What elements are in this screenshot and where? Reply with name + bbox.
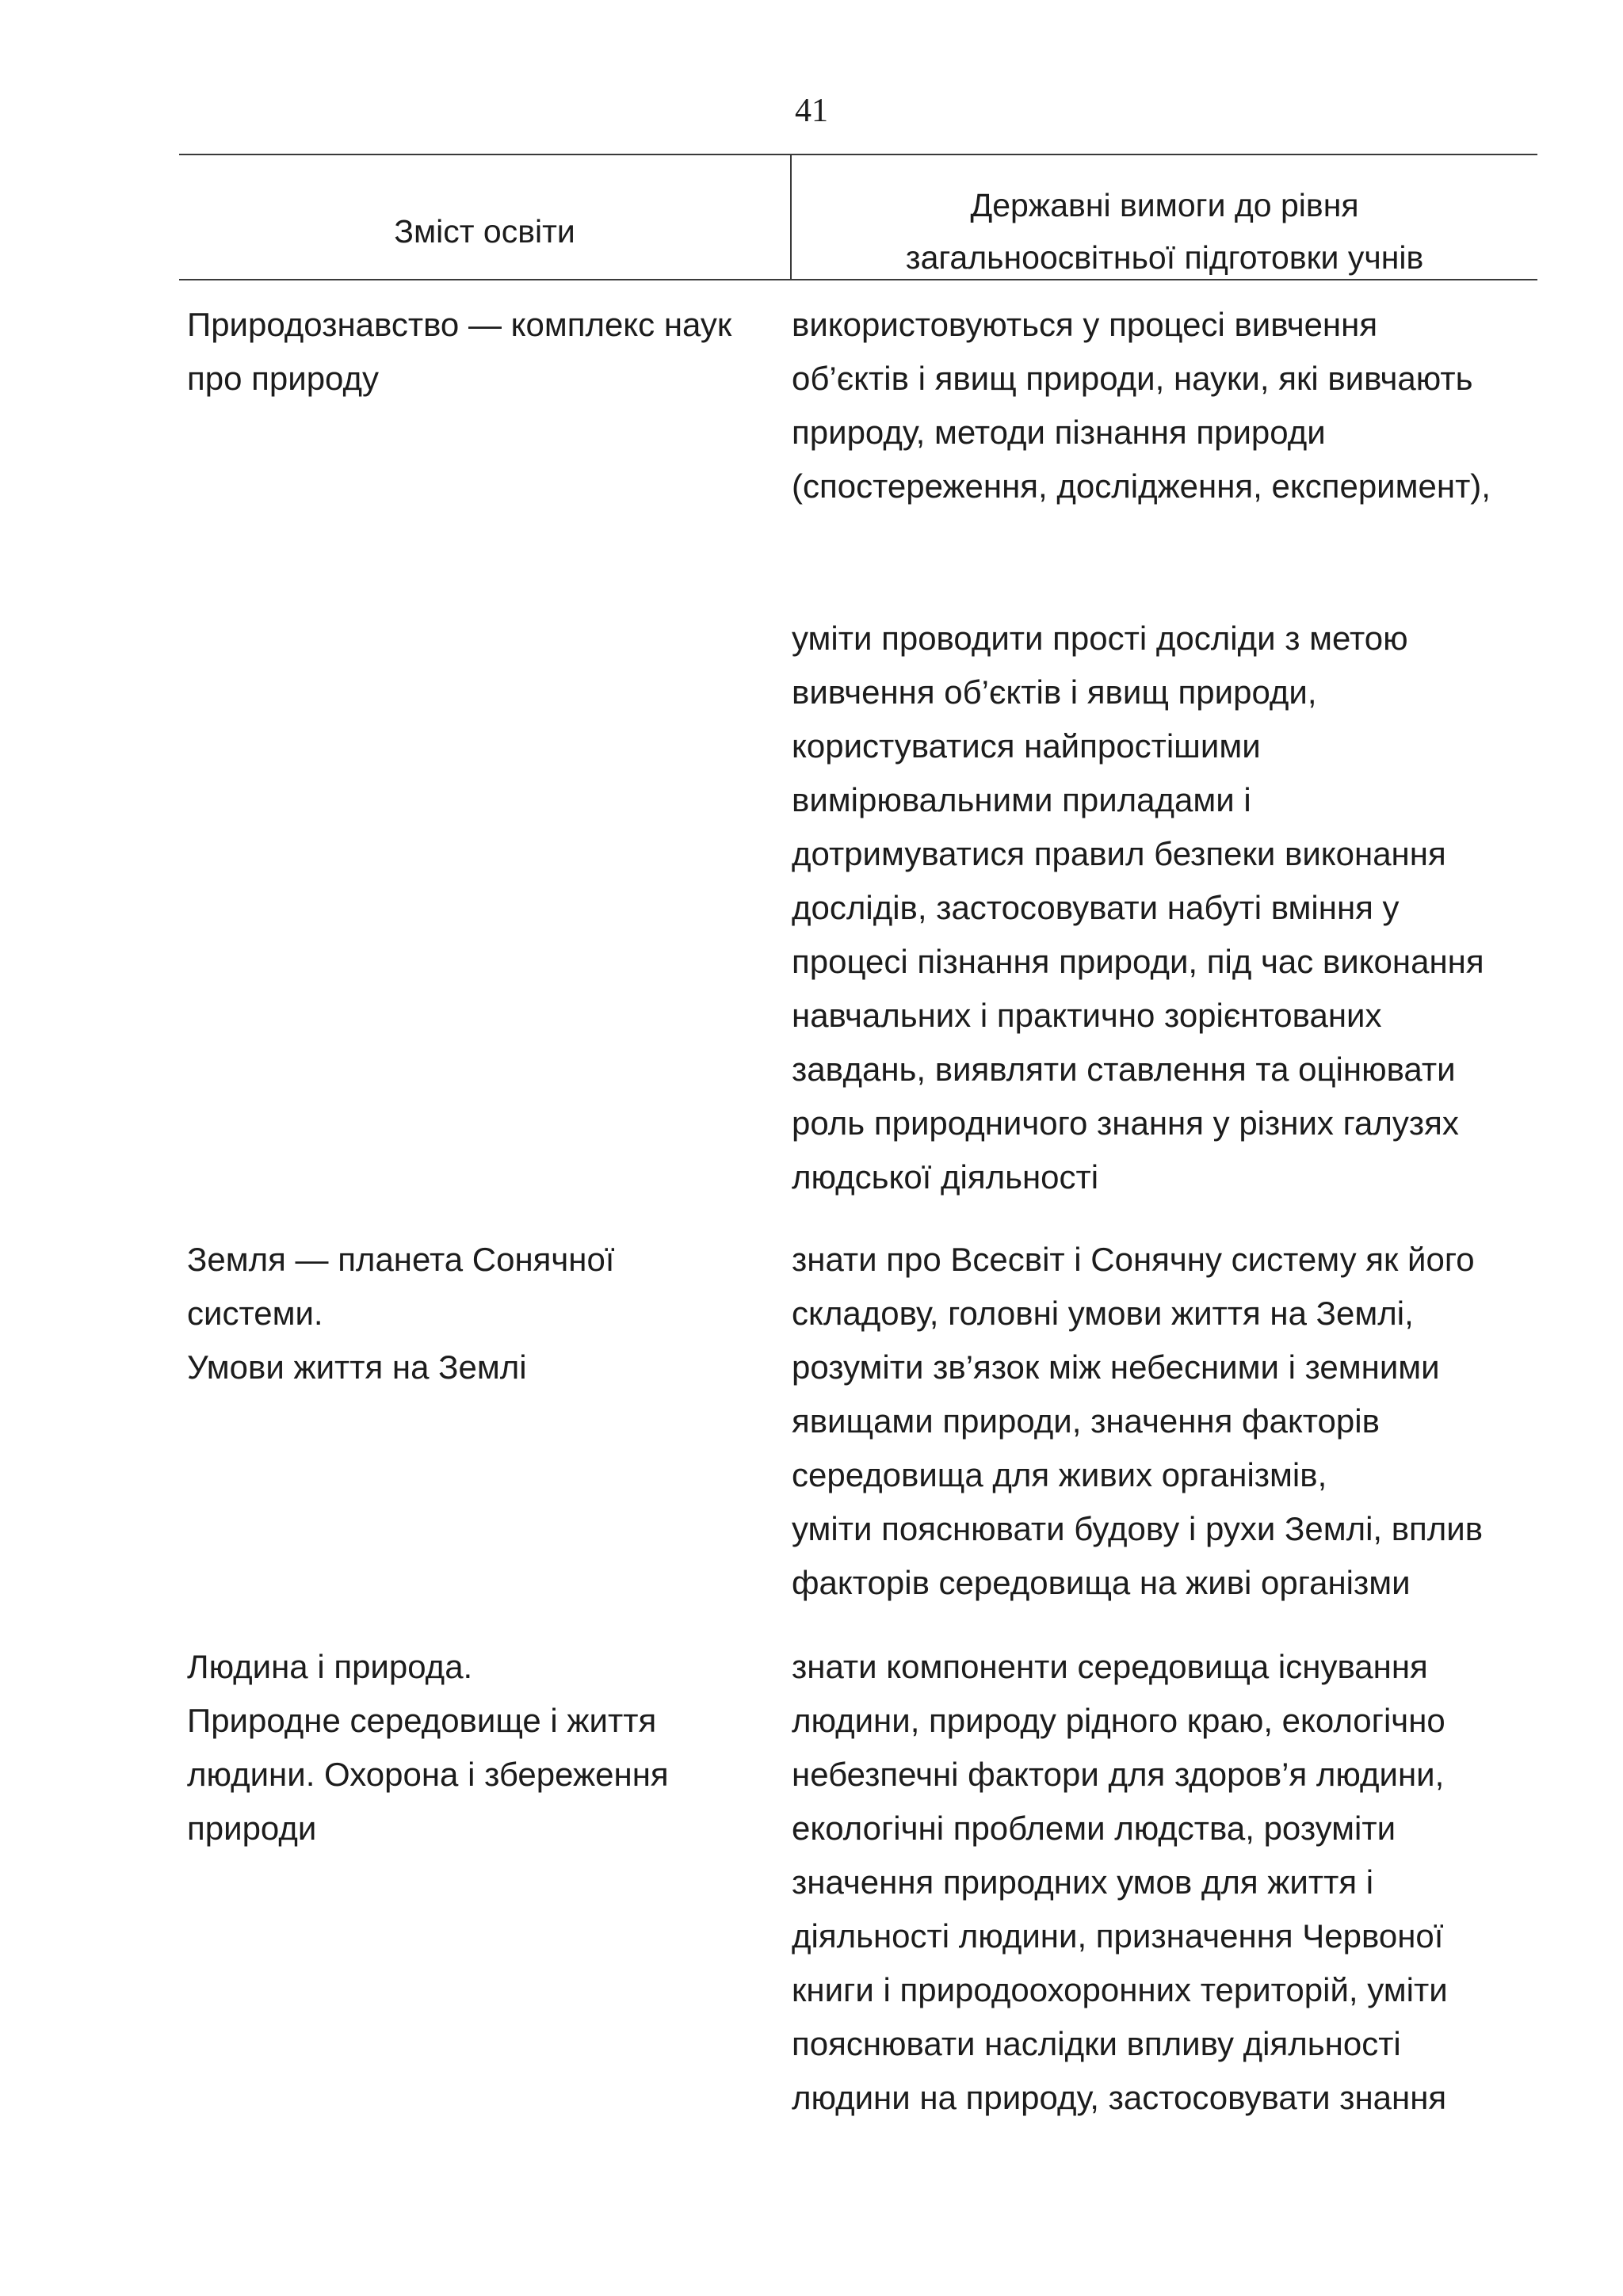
- cell-line: вимірювальними приладами і: [792, 781, 1251, 818]
- row-2-requirements-cell: [792, 1233, 1537, 1610]
- row-3-requirements-cell: [792, 1640, 1537, 2125]
- cell-line: дослідів, застосовувати набуті вміння у: [792, 889, 1400, 926]
- cell-line: знати про Всесвіт і Сонячну систему як його: [792, 1241, 1475, 1278]
- cell-line: Природне середовище і життя: [187, 1702, 657, 1739]
- cell-line: знати компоненти середовища існування: [792, 1648, 1428, 1685]
- cell-line: процесі пізнання природи, під час виконання: [792, 943, 1484, 980]
- cell-line: Людина і природа.: [187, 1648, 473, 1685]
- cell-line: розуміти зв’язок між небесними і земними: [792, 1348, 1440, 1386]
- row-2-content-cell: [187, 1233, 773, 1394]
- cell-line: небезпечні фактори для здоров’я людини,: [792, 1756, 1445, 1793]
- cell-line: складову, головні умови життя на Землі,: [792, 1295, 1414, 1332]
- cell-line: роль природничого знання у різних галузях: [792, 1104, 1459, 1142]
- cell-line: значення природних умов для життя і: [792, 1863, 1374, 1901]
- cell-line: Умови життя на Землі: [187, 1348, 527, 1386]
- cell-line: уміти проводити прості досліди з метою: [792, 620, 1408, 657]
- cell-line: природи: [187, 1810, 317, 1847]
- cell-line: людської діяльності: [792, 1158, 1099, 1196]
- cell-line: завдань, виявляти ставлення та оцінювати: [792, 1051, 1456, 1088]
- row-1-skills-cell: [792, 612, 1537, 1204]
- row-1-content-cell: [187, 298, 773, 406]
- cell-line: вивчення об’єктів і явищ природи,: [792, 673, 1317, 711]
- cell-line: уміти пояснювати будову і рухи Землі, вплив: [792, 1510, 1484, 1547]
- cell-line: про природу: [187, 360, 379, 397]
- cell-line: людини, природу рідного краю, екологічно: [792, 1702, 1445, 1739]
- cell-line: факторів середовища на живі організми: [792, 1564, 1411, 1601]
- cell-line: екологічні проблеми людства, розуміти: [792, 1810, 1396, 1847]
- header-state-requirements: [792, 179, 1537, 284]
- cell-line: (спостереження, дослідження, експеримент),: [792, 467, 1491, 505]
- table-top-rule: [179, 154, 1537, 155]
- row-1-requirements-cell: [792, 298, 1537, 513]
- header-state-requirements-line: загальноосвітньої підготовки учнів: [905, 239, 1424, 276]
- cell-line: Земля — планета Сонячної: [187, 1241, 615, 1278]
- cell-line: середовища для живих організмів,: [792, 1456, 1327, 1493]
- cell-line: явищами природи, значення факторів: [792, 1402, 1380, 1440]
- cell-line: використовуються у процесі вивчення: [792, 306, 1378, 343]
- cell-line: людини. Охорона і збереження: [187, 1756, 669, 1793]
- page-number: 41: [795, 93, 828, 129]
- cell-line: Природознавство — комплекс наук: [187, 306, 732, 343]
- cell-line: діяльності людини, призначення Червоної: [792, 1917, 1444, 1955]
- header-state-requirements-line: Державні вимоги до рівня: [970, 187, 1359, 223]
- cell-line: книги і природоохоронних територій, уміти: [792, 1971, 1448, 2008]
- row-3-content-cell: [187, 1640, 773, 1855]
- cell-line: пояснювати наслідки впливу діяльності: [792, 2025, 1401, 2062]
- cell-line: людини на природу, застосовувати знання: [792, 2079, 1447, 2116]
- cell-line: системи.: [187, 1295, 323, 1332]
- cell-line: природу, методи пізнання природи: [792, 414, 1326, 451]
- header-education-content: Зміст освіти: [394, 213, 575, 250]
- cell-line: дотримуватися правил безпеки виконання: [792, 835, 1446, 872]
- cell-line: користуватися найпростішими: [792, 727, 1261, 765]
- cell-line: об’єктів і явищ природи, науки, які вивчають: [792, 360, 1473, 397]
- cell-line: навчальних і практично зорієнтованих: [792, 997, 1382, 1034]
